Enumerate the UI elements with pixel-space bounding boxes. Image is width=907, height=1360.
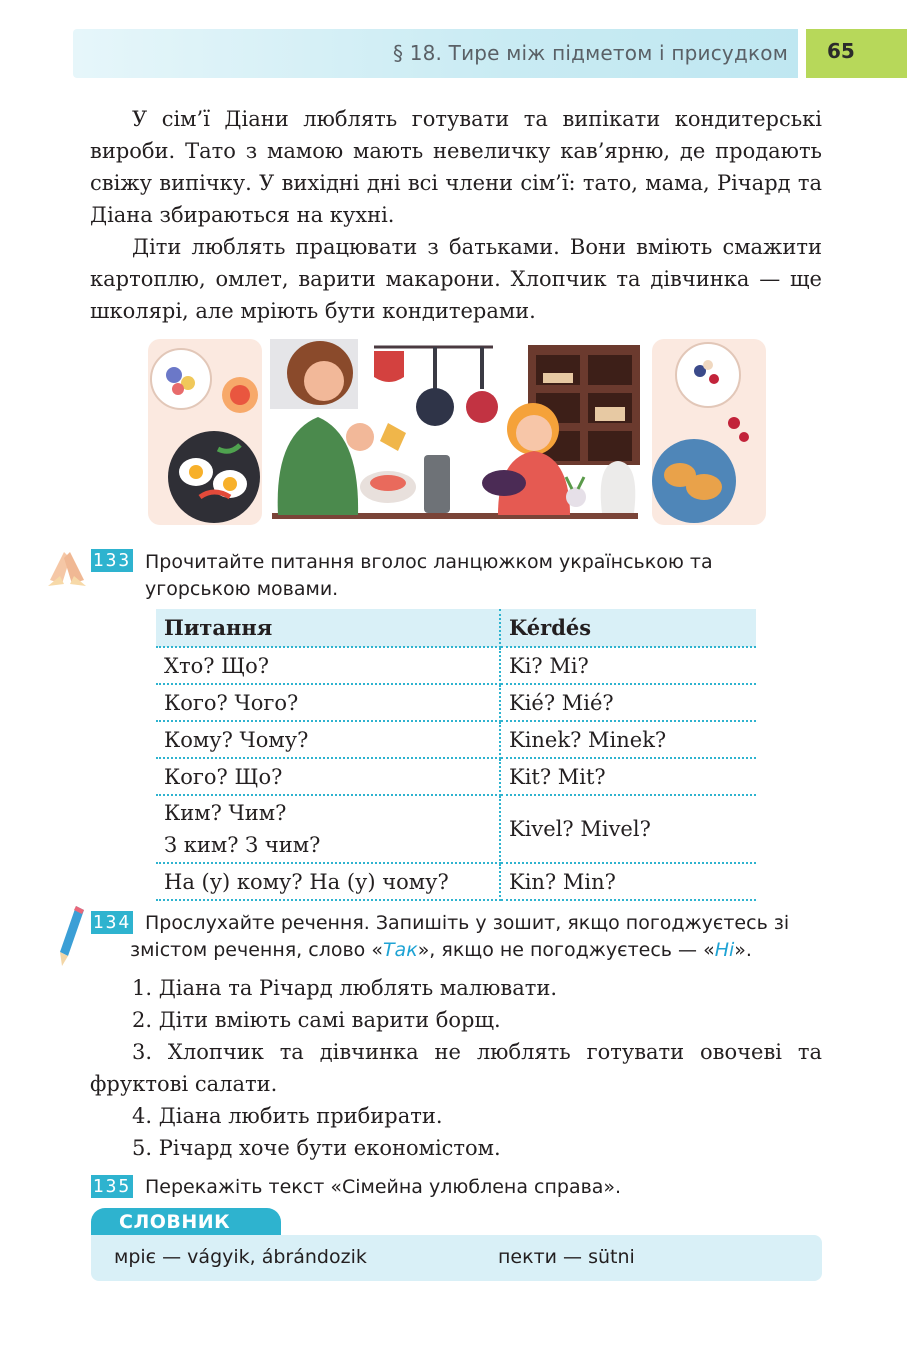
- table-header-row: [156, 609, 756, 647]
- table-header-hungarian: Kérdés: [500, 609, 756, 647]
- table-row: [156, 647, 756, 684]
- table-cell-ukrainian: На (у) кому? На (у) чому?: [156, 863, 500, 900]
- page-number: 65: [827, 39, 855, 63]
- table-row: [156, 863, 756, 900]
- table-cell-ukrainian: Кого? Що?: [156, 758, 500, 795]
- table-cell-ukrainian: Ким? Чим? З ким? З чим?: [156, 795, 500, 863]
- exercise-134-text-after: ».: [734, 939, 752, 961]
- dictionary-entry: пекти — sütni: [498, 1246, 635, 1268]
- table-header-ukrainian: Питання: [156, 609, 500, 647]
- paragraph-2: Діти люблять працювати з батьками. Вони вміють смажити картоплю, омлет, варити макарони. Хлопчик та дівчинка — ще школярі, але мріють бути кондитерами.: [90, 235, 822, 323]
- dictionary-box: [91, 1235, 822, 1281]
- page-number-tab: [806, 29, 907, 78]
- dictionary-title: СЛОВНИК: [119, 1211, 231, 1233]
- hands-icon: [44, 544, 90, 590]
- exercise-133-instruction: Прочитайте питання вголос ланцюжком українською та угорською мовами.: [145, 551, 713, 600]
- list-item: 1. Діана та Річард люблять малювати.: [132, 976, 558, 1000]
- exercise-number-135: 135: [92, 1176, 132, 1197]
- table-cell-hungarian: Ki? Mi?: [500, 647, 756, 684]
- table-cell-ukrainian: Хто? Що?: [156, 647, 500, 684]
- statement-list: [90, 972, 822, 1164]
- exercise-134-instruction: [130, 910, 830, 964]
- list-item: 5. Річард хоче бути економістом.: [132, 1136, 501, 1160]
- exercise-number-134: 134: [92, 912, 132, 933]
- table-row: [156, 721, 756, 758]
- paragraph-1: У сім’ї Діани люблять готувати та випікати кондитерські вироби. Тато з мамою мають невеличку кав’ярню, де продають свіжу випічку. У вихідні дні всі члени сім’ї: тато, мама, Річард та Діана збираються на кухні.: [90, 107, 822, 227]
- table-cell-ukrainian: Кого? Чого?: [156, 684, 500, 721]
- list-item: 4. Діана любить прибирати.: [132, 1104, 443, 1128]
- table-cell-hungarian: Kivel? Mivel?: [500, 795, 756, 863]
- list-item: 2. Діти вміють самі варити борщ.: [132, 1008, 501, 1032]
- questions-table: [156, 609, 756, 901]
- table-row: [156, 795, 756, 863]
- exercise-134-text-middle: », якщо не погоджуєтесь — «: [417, 939, 715, 961]
- exercise-number-133: 133: [92, 550, 132, 571]
- running-header: [73, 29, 798, 78]
- table-row: [156, 758, 756, 795]
- table-cell-ukrainian: Кому? Чому?: [156, 721, 500, 758]
- exercise-135-instruction: Перекажіть текст «Сімейна улюблена справа».: [145, 1176, 622, 1198]
- dictionary-tab: [91, 1208, 281, 1238]
- table-row: [156, 684, 756, 721]
- dictionary-entry: мріє — vágyik, ábrándozik: [114, 1246, 367, 1268]
- answer-word-yes: Так: [382, 939, 418, 961]
- section-title: § 18. Тире між підметом і присудком: [392, 41, 788, 65]
- exercise-134-text-before: Прослухайте речення. Запишіть у зошит, якщо погоджуєтесь зі змістом речення, слово «: [130, 912, 790, 961]
- table-cell-hungarian: Kinek? Minek?: [500, 721, 756, 758]
- list-item: 3. Хлопчик та дівчинка не люблять готувати овочеві та фруктові салати.: [90, 1040, 822, 1096]
- table-cell-hungarian: Kié? Mié?: [500, 684, 756, 721]
- answer-word-no: Ні: [714, 939, 735, 961]
- pencil-icon: [56, 904, 86, 968]
- table-cell-hungarian: Kin? Min?: [500, 863, 756, 900]
- family-kitchen-illustration: [148, 337, 766, 527]
- table-cell-hungarian: Kit? Mit?: [500, 758, 756, 795]
